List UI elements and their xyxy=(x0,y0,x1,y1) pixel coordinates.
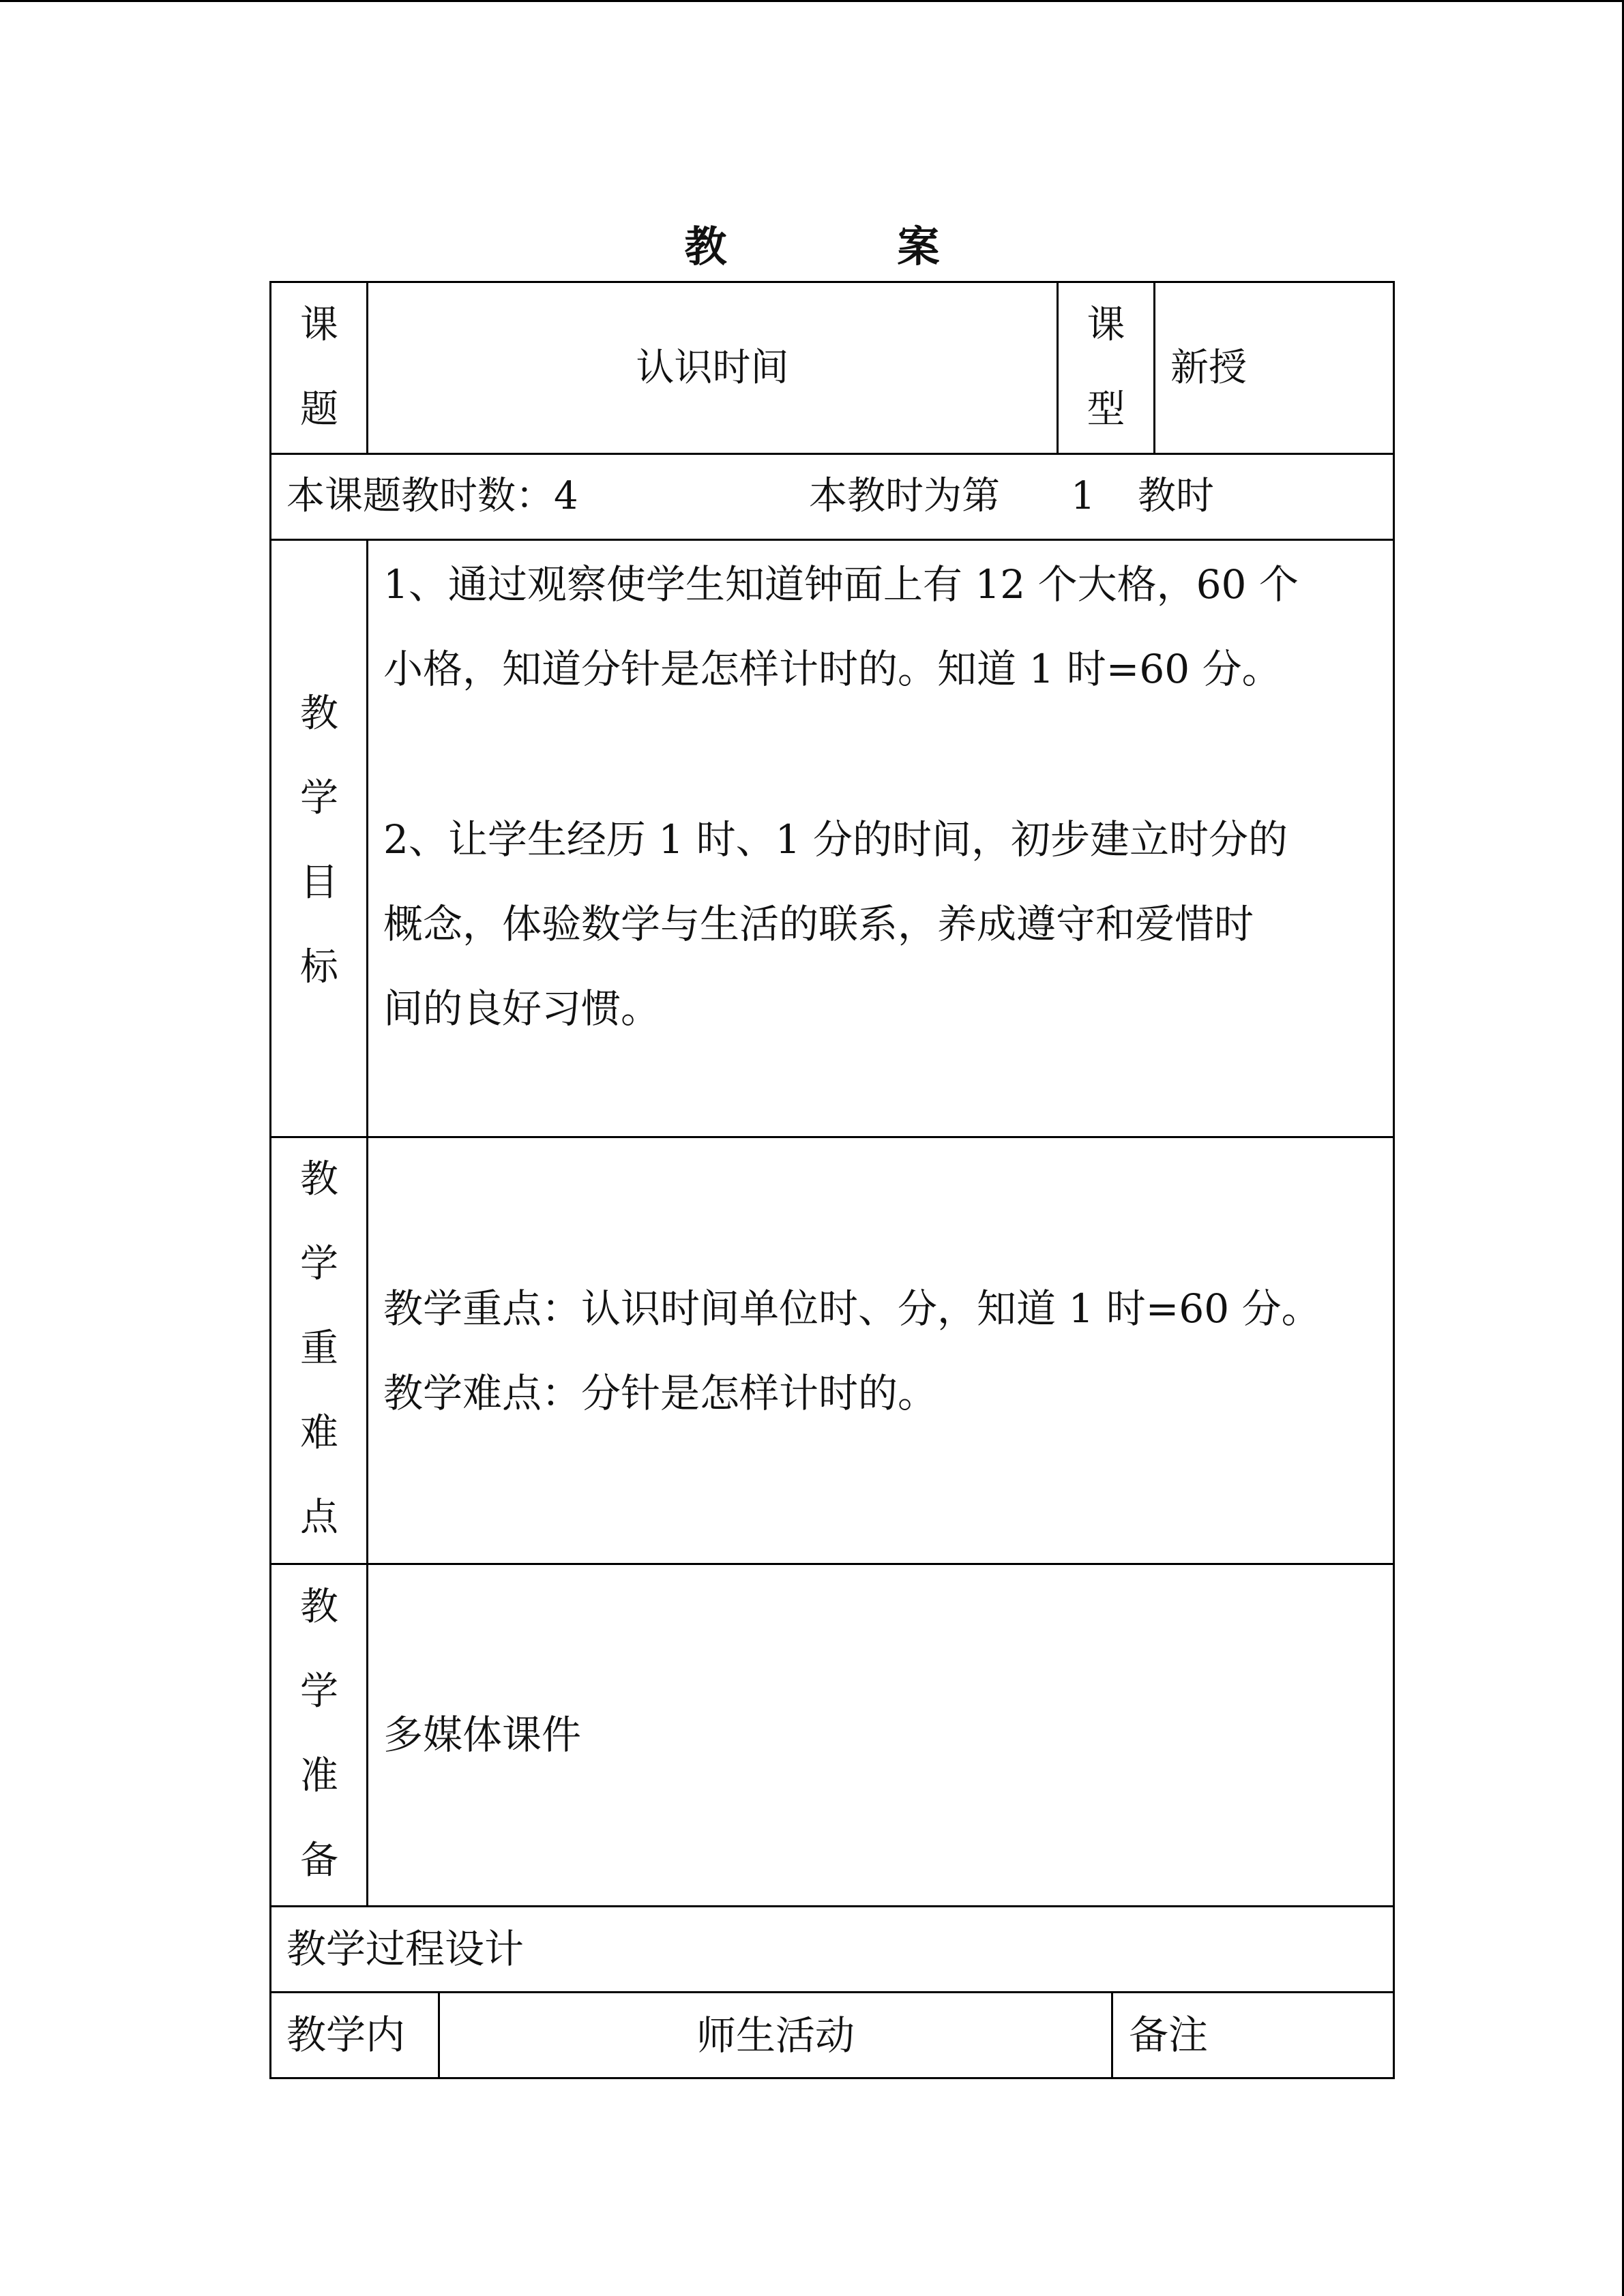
objective-line-5: 间的良好习惯。 xyxy=(383,985,661,1032)
page-top-border xyxy=(0,0,1624,2)
teaching-focus: 教学重点：认识时间单位时、分，知道 1 时=60 分。 xyxy=(383,1285,1321,1332)
topic-value: 认识时间 xyxy=(636,346,789,390)
process-heading: 教学过程设计 xyxy=(286,1926,525,1972)
current-period-label: 本教时为第 xyxy=(809,474,1000,518)
type-label: 课 型 xyxy=(1087,303,1125,432)
type-value: 新授 xyxy=(1170,346,1247,390)
process-col-activities: 师生活动 xyxy=(696,2012,855,2059)
current-period-value: 1 xyxy=(1071,474,1095,518)
teaching-difficulty: 教学难点：分针是怎样计时的。 xyxy=(383,1370,938,1416)
current-period-suffix: 教时 xyxy=(1138,474,1214,518)
objectives-label: 教 学 目 标 xyxy=(300,691,338,989)
objective-line-3: 2、让学生经历 1 时、1 分的时间，初步建立时分的 xyxy=(383,816,1288,863)
preparation-label: 教 学 准 备 xyxy=(300,1585,338,1883)
title-char-1: 教 xyxy=(684,222,727,271)
preparation-value: 多媒体课件 xyxy=(383,1712,582,1758)
title-char-2: 案 xyxy=(897,222,940,271)
topic-value-cell xyxy=(368,283,1057,453)
process-col-notes: 备注 xyxy=(1129,2012,1209,2058)
page-title xyxy=(0,213,1624,273)
process-col-content: 教学内 xyxy=(286,2012,406,2058)
process-col-activities-cell xyxy=(440,1993,1111,2078)
objective-line-4: 概念，体验数学与生活的联系，养成遵守和爱惜时 xyxy=(383,901,1254,947)
total-periods: 本课题教时数：4 xyxy=(286,474,578,518)
type-value-cell xyxy=(1170,283,1389,453)
topic-label: 课 题 xyxy=(300,303,338,432)
objective-line-2: 小格，知道分针是怎样计时的。知道 1 时=60 分。 xyxy=(383,646,1282,692)
key-points-label: 教 学 重 难 点 xyxy=(300,1157,338,1540)
objective-line-1: 1、通过观察使学生知道钟面上有 12 个大格，60 个 xyxy=(383,561,1299,608)
